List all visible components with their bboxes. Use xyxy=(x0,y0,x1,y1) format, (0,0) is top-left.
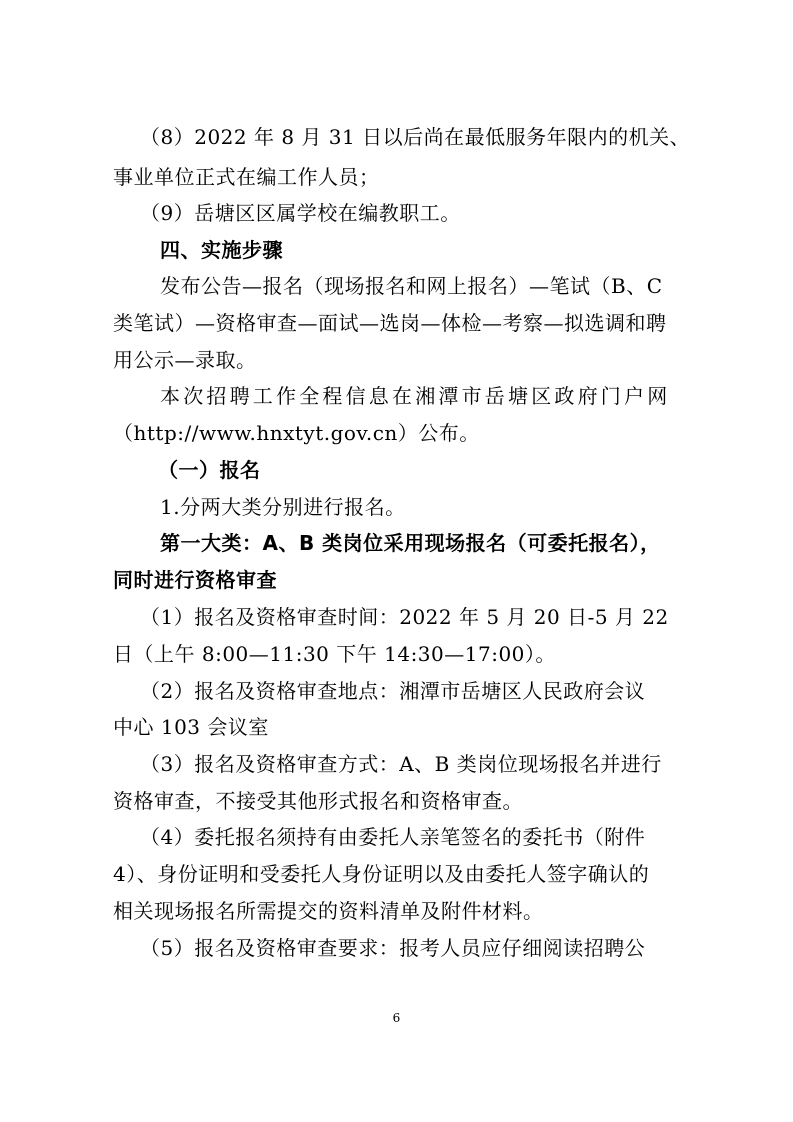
paragraph-line: 类笔试）—资格审查—面试—选岗—体检—考察—拟选调和聘 xyxy=(113,311,667,335)
section-heading: 四、实施步骤 xyxy=(160,238,283,262)
paragraph-line: 1.分两大类分别进行报名。 xyxy=(160,495,406,519)
page-number: 6 xyxy=(392,1011,401,1025)
paragraph-line: 4）、身份证明和受委托人身份证明以及由委托人签字确认的 xyxy=(113,862,650,886)
paragraph-line: 事业单位正式在编工作人员； xyxy=(113,165,380,189)
subsection-heading: （一）报名 xyxy=(158,458,261,482)
paragraph-line: （2）报名及资格审查地点：湘潭市岳塘区人民政府会议 xyxy=(140,679,646,703)
paragraph-line: 相关现场报名所需提交的资料清单及附件材料。 xyxy=(113,899,544,923)
paragraph-line: （8）2022 年 8 月 31 日以后尚在最低服务年限内的机关、 xyxy=(140,125,691,149)
paragraph-line: （http://www.hnxtyt.gov.cn）公布。 xyxy=(113,421,480,445)
paragraph-line: （1）报名及资格审查时间：2022 年 5 月 20 日-5 月 22 xyxy=(140,605,669,629)
paragraph-line-bold: 同时进行资格审查 xyxy=(113,568,277,592)
paragraph-line: 用公示—录取。 xyxy=(113,348,257,372)
paragraph-line: （3）报名及资格审查方式：A、B 类岗位现场报名并进行 xyxy=(140,752,662,776)
paragraph-line: 本次招聘工作全程信息在湘潭市岳塘区政府门户网 xyxy=(160,384,671,408)
paragraph-line: （4）委托报名须持有由委托人亲笔签名的委托书（附件 xyxy=(140,825,646,849)
paragraph-line: 资格审查，不接受其他形式报名和资格审查。 xyxy=(113,789,523,813)
paragraph-line: （9）岳塘区区属学校在编教职工。 xyxy=(140,201,461,225)
paragraph-line: 日（上午 8:00—11:30 下午 14:30—17:00）。 xyxy=(113,642,556,666)
paragraph-line: （5）报名及资格审查要求：报考人员应仔细阅读招聘公 xyxy=(140,936,646,960)
paragraph-line: 发布公告—报名（现场报名和网上报名）—笔试（B、C xyxy=(160,274,663,298)
paragraph-line: 中心 103 会议室 xyxy=(113,715,269,739)
paragraph-line-bold: 第一大类：A、B 类岗位采用现场报名（可委托报名）， xyxy=(160,531,661,555)
